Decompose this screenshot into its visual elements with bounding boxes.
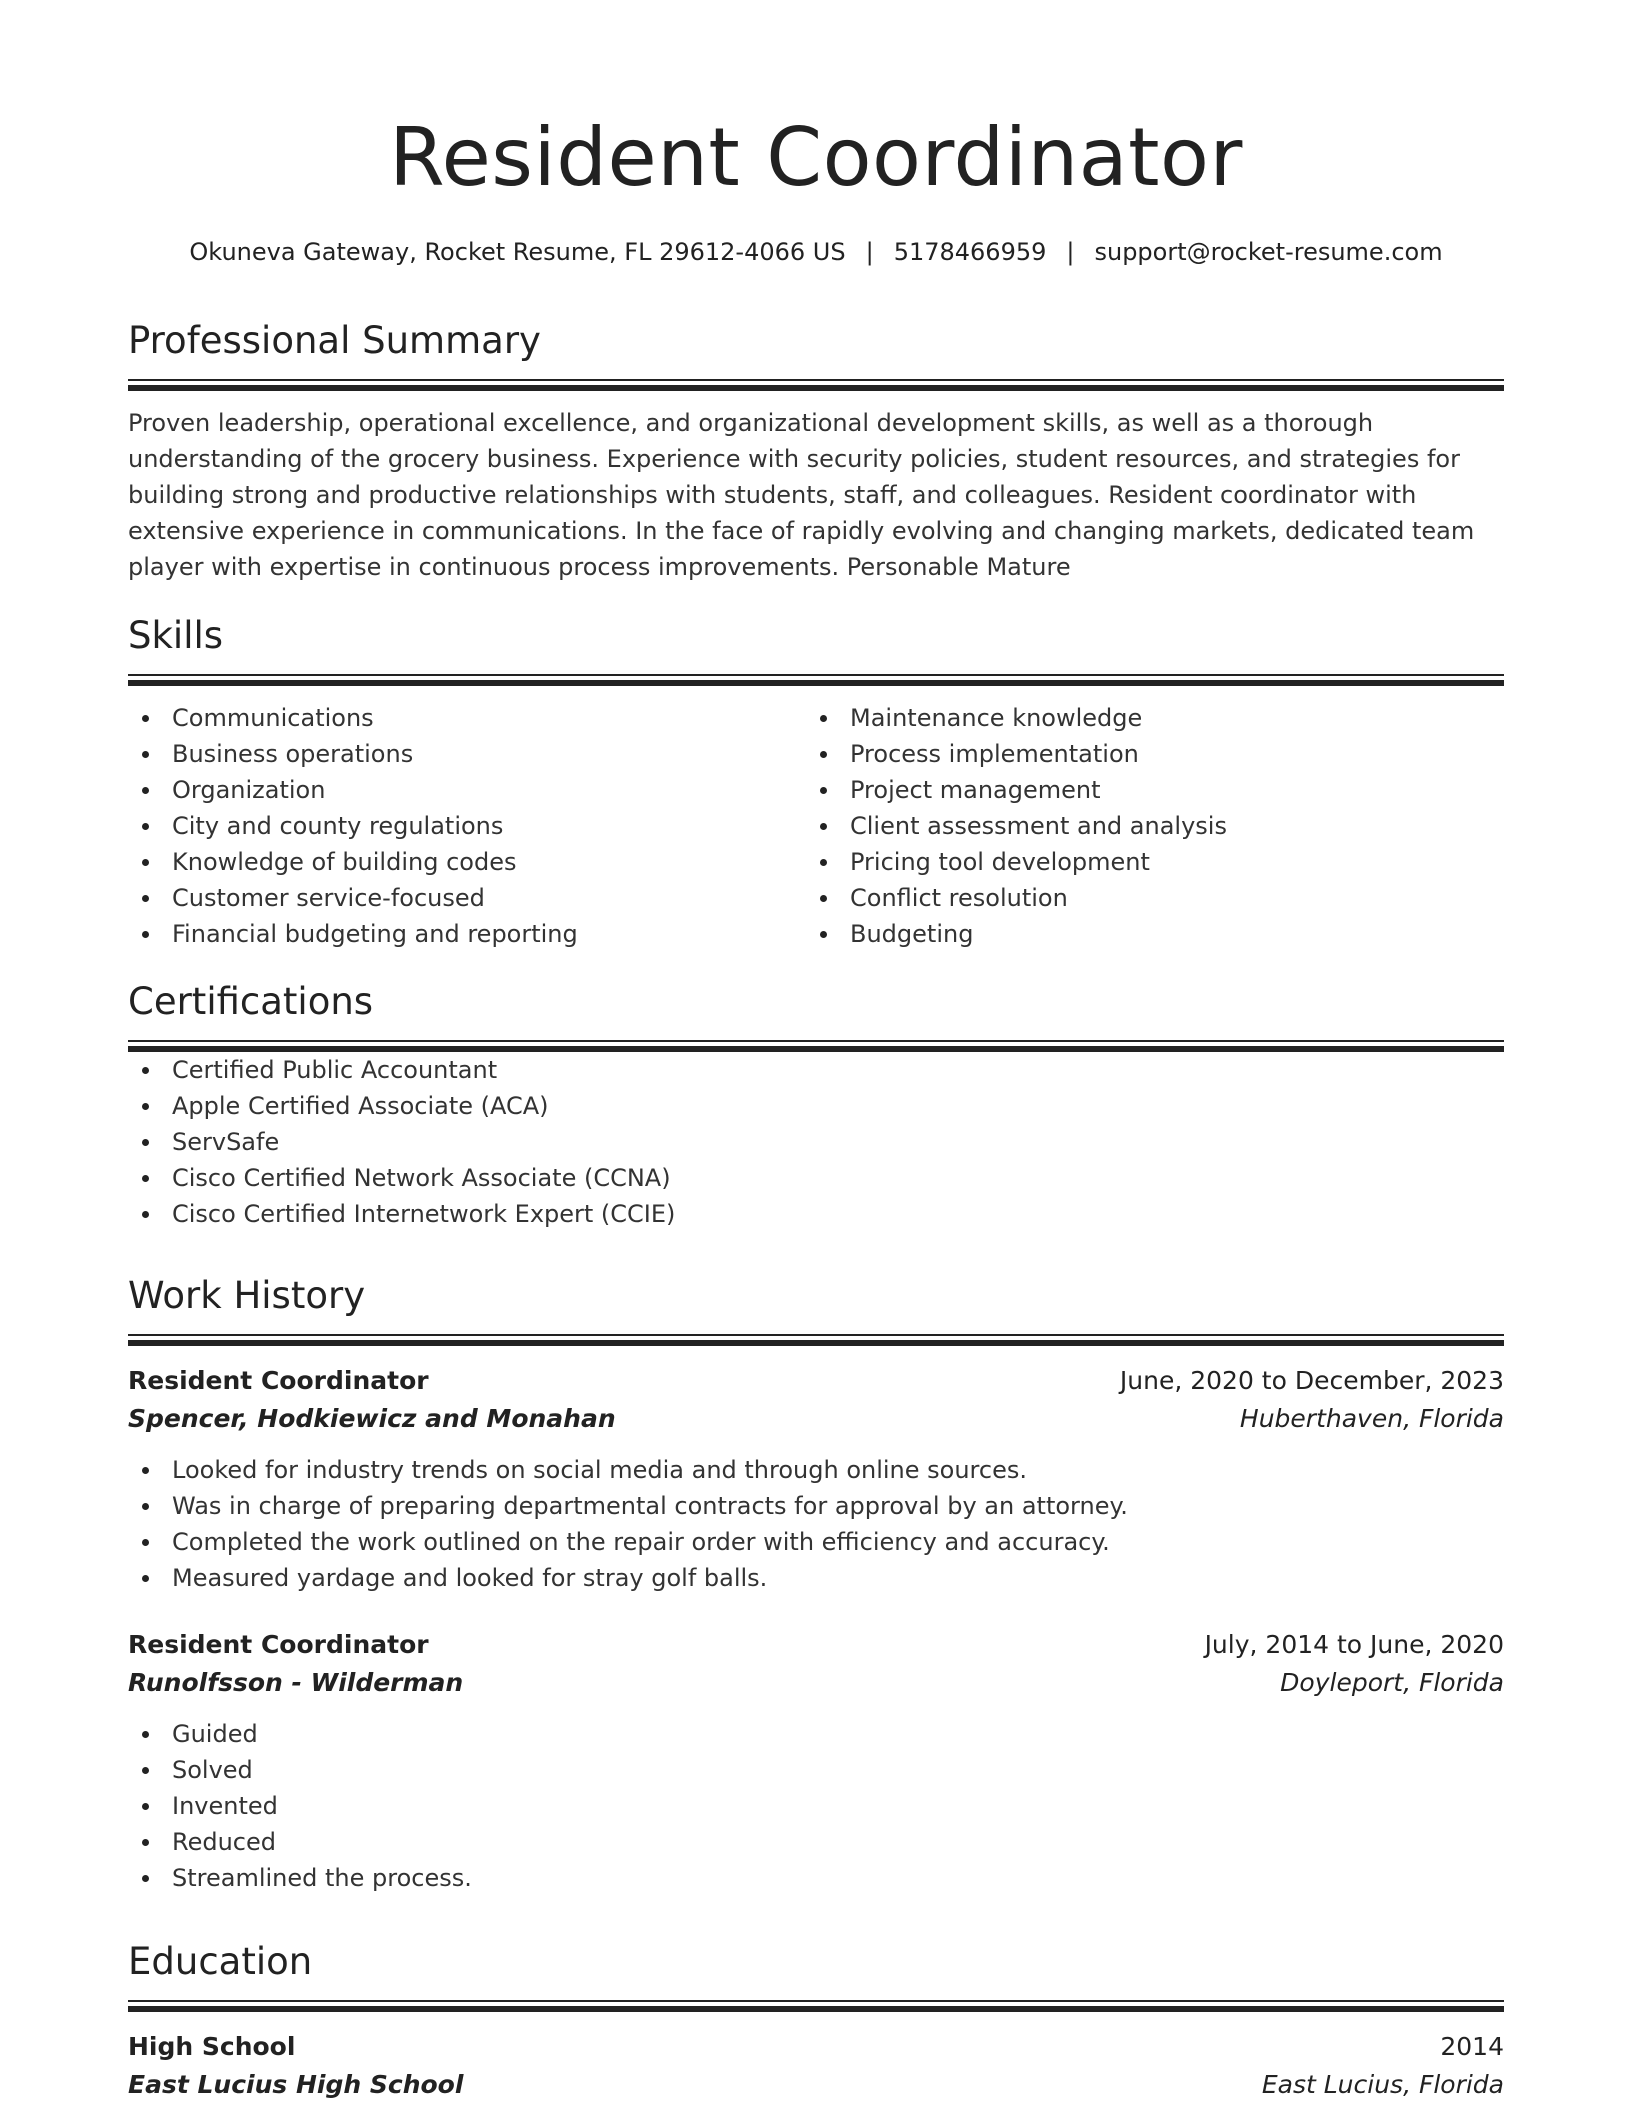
certifications-section [128, 980, 1504, 1232]
skill-item: Maintenance knowledge [806, 700, 1484, 736]
job-dates: July, 2014 to June, 2020 [1204, 1630, 1504, 1659]
summary-section [128, 319, 1504, 585]
skill-item: Project management [806, 772, 1484, 808]
skill-item: Knowledge of building codes [128, 844, 806, 880]
work-history-section [128, 1274, 1504, 1896]
skill-item: Budgeting [806, 916, 1484, 952]
job-bullet: Guided [128, 1716, 1504, 1752]
education-year: 2014 [1440, 2032, 1504, 2061]
education-heading: Education [128, 1940, 313, 1983]
skill-item: City and county regulations [128, 808, 806, 844]
contact-address: Okuneva Gateway, Rocket Resume, FL 29612-4066 US [189, 238, 846, 266]
job-bullet: Reduced [128, 1824, 1504, 1860]
section-divider [128, 1040, 1504, 1052]
skill-item: Business operations [128, 736, 806, 772]
skill-item: Communications [128, 700, 806, 736]
summary-text: Proven leadership, operational excellence, and organizational development skills, as well as a thorough understanding of the grocery business. Experience with security policies, student resources, and strategies for building strong and productive relationships with students, staff, and colleagues. Resident coordinator with extensive experience in communications. In the face of rapidly evolving and changing markets, dedicated team player with expertise in continuous process improvements. Personable Mature [128, 409, 1475, 581]
job-dates: June, 2020 to December, 2023 [1119, 1366, 1504, 1395]
section-divider [128, 1334, 1504, 1346]
skills-column-right [806, 700, 1484, 952]
job-entry [128, 1626, 1504, 1896]
section-divider [128, 2000, 1504, 2012]
job-location: Doyleport, Florida [1280, 1668, 1504, 1697]
certifications-heading: Certifications [128, 980, 374, 1023]
job-bullet: Looked for industry trends on social media and through online sources. [128, 1452, 1504, 1488]
education-degree: High School [128, 2032, 296, 2061]
certification-item: ServSafe [128, 1124, 1504, 1160]
skills-grid [128, 700, 1504, 952]
skills-heading: Skills [128, 614, 224, 657]
summary-heading: Professional Summary [128, 319, 541, 362]
job-company: Runolfsson - Wilderman [128, 1668, 464, 1697]
certification-item: Cisco Certified Internetwork Expert (CCIE) [128, 1196, 1504, 1232]
job-bullet: Solved [128, 1752, 1504, 1788]
job-company: Spencer, Hodkiewicz and Monahan [128, 1404, 616, 1433]
education-school: East Lucius High School [128, 2070, 464, 2099]
resume-name: Resident Coordinator [389, 111, 1243, 204]
job-bullet: Invented [128, 1788, 1504, 1824]
job-bullet: Measured yardage and looked for stray golf balls. [128, 1560, 1504, 1596]
skills-column-left [128, 700, 806, 952]
job-bullet: Completed the work outlined on the repair order with efficiency and accuracy. [128, 1524, 1504, 1560]
certification-item: Certified Public Accountant [128, 1052, 1504, 1088]
job-location: Huberthaven, Florida [1239, 1404, 1504, 1433]
skill-item: Customer service-focused [128, 880, 806, 916]
job-bullets [128, 1452, 1504, 1596]
contact-separator: | [865, 238, 874, 266]
skill-item: Conflict resolution [806, 880, 1484, 916]
job-title: Resident Coordinator [128, 1366, 429, 1395]
contact-email: support@rocket-resume.com [1094, 238, 1443, 266]
job-entry [128, 1362, 1504, 1596]
contact-separator: | [1066, 238, 1075, 266]
job-bullet: Streamlined the process. [128, 1860, 1504, 1896]
skill-item: Pricing tool development [806, 844, 1484, 880]
skill-item: Organization [128, 772, 806, 808]
education-section [128, 1940, 1504, 2104]
job-bullets [128, 1716, 1504, 1896]
education-location: East Lucius, Florida [1261, 2070, 1504, 2099]
job-title: Resident Coordinator [128, 1630, 429, 1659]
contact-phone: 5178466959 [893, 238, 1047, 266]
certifications-list [128, 1052, 1504, 1232]
skill-item: Process implementation [806, 736, 1484, 772]
certification-item: Apple Certified Associate (ACA) [128, 1088, 1504, 1124]
job-bullet: Was in charge of preparing departmental contracts for approval by an attorney. [128, 1488, 1504, 1524]
work-history-heading: Work History [128, 1274, 366, 1317]
skill-item: Client assessment and analysis [806, 808, 1484, 844]
education-entry [128, 2028, 1504, 2104]
skill-item: Financial budgeting and reporting [128, 916, 806, 952]
certification-item: Cisco Certified Network Associate (CCNA) [128, 1160, 1504, 1196]
section-divider [128, 674, 1504, 686]
contact-line [128, 240, 1504, 264]
skills-section [128, 614, 1504, 952]
section-divider [128, 379, 1504, 391]
